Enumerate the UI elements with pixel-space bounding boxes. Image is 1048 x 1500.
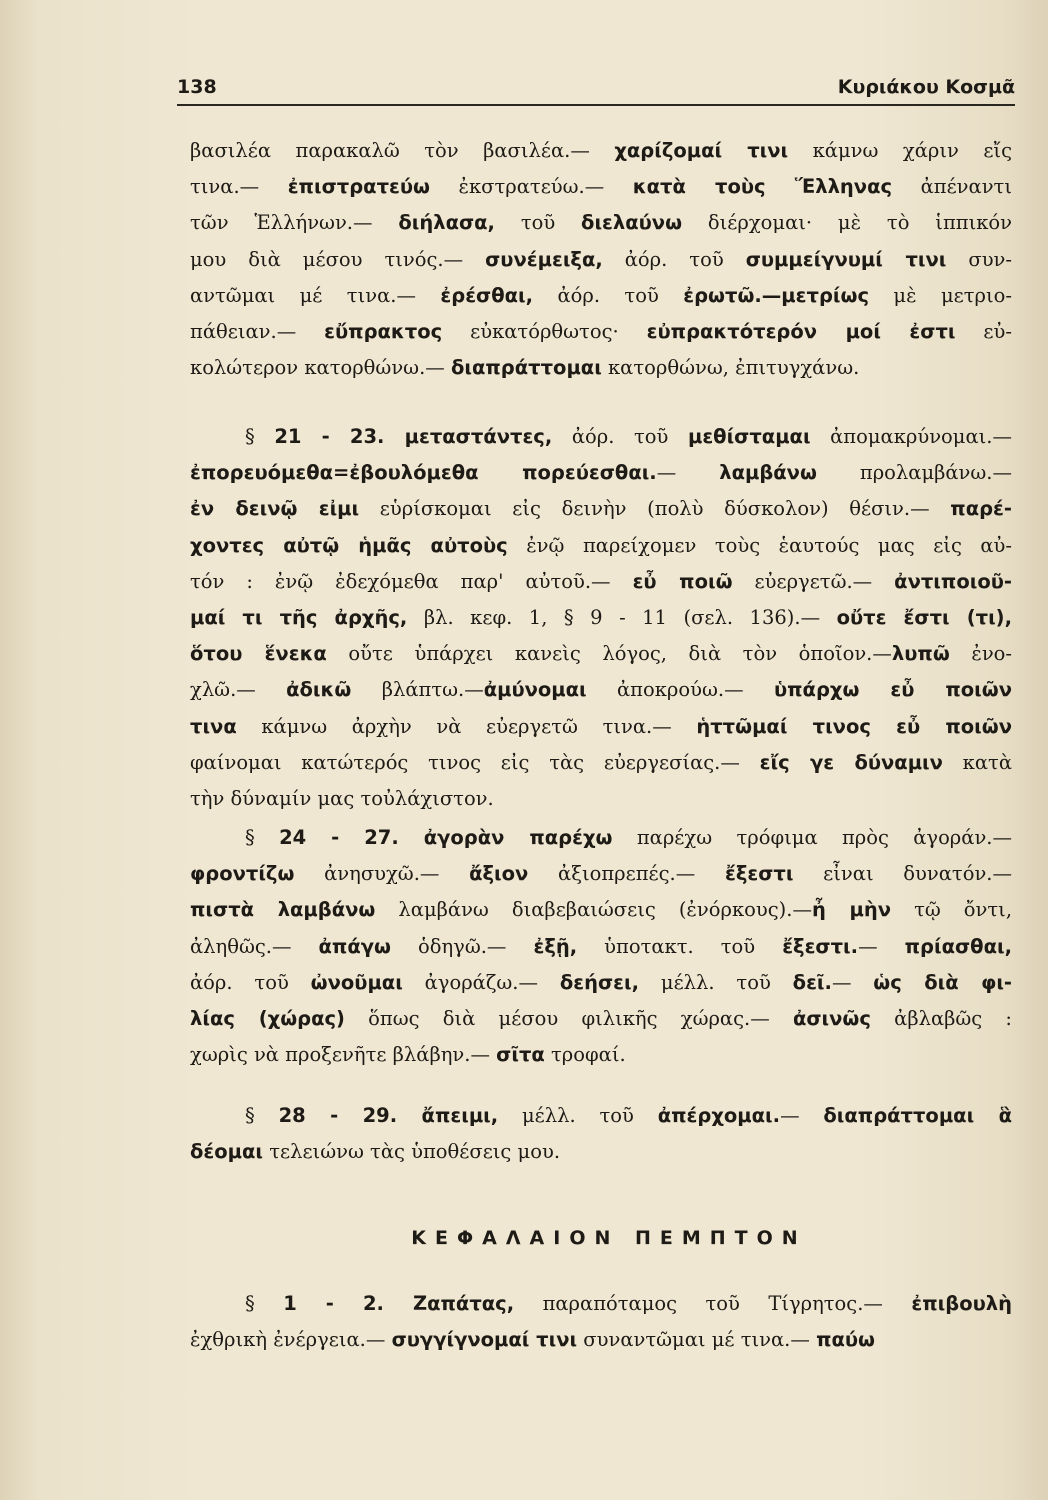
gloss-text: αντῶμαι μέ τινα.— (190, 283, 441, 307)
gloss-text: § (245, 826, 280, 849)
chapter-title: ΚΕΦΑΛΑΙΟΝ ΠΕΜΠΤΟΝ (411, 1227, 807, 1249)
gloss-text: μέλλ. τοῦ (639, 970, 793, 994)
text-line (190, 781, 1012, 817)
headword: ὡς διὰ φι- (873, 970, 1013, 994)
gloss-text: τελειώνω τὰς ὑποθέσεις μου. (263, 1140, 561, 1164)
text-line (190, 820, 1012, 856)
gloss-text: ἐχθρικὴ ἐνέργεια.— (190, 1328, 392, 1352)
text-line (190, 1098, 1012, 1134)
text-line (190, 1322, 1012, 1358)
gloss-text: ὅπως διὰ μέσου φιλικῆς χώρας.— (344, 1007, 793, 1031)
gloss-text: μου διὰ μέσου τινός.— (190, 247, 486, 271)
headword: πρίασθαι, (904, 934, 1012, 958)
text-line (190, 709, 1012, 745)
text-line (190, 491, 1012, 527)
headword: μεθίσταμαι (687, 425, 811, 448)
headword: συμμείγνυμί τινι (745, 247, 947, 271)
headword: ἐρέσθαι, (440, 283, 534, 307)
gloss-text: ἀόρ. τοῦ (552, 425, 688, 448)
text-line (190, 929, 1012, 965)
glossary-paragraph-2 (190, 419, 1012, 817)
headword: ἀμύνομαι (483, 678, 587, 702)
headword: δέομαι (190, 1140, 263, 1164)
text-line (190, 600, 1012, 636)
headword: λαμβάνω (719, 461, 817, 485)
gloss-text: ὁδηγῶ.— (390, 934, 534, 958)
headword: ὠνοῦμαι (310, 970, 403, 994)
gloss-text: πάθειαν.— (190, 320, 325, 344)
headword: ἀντιποιοῦ- (894, 569, 1012, 593)
headword: τινα (190, 714, 237, 738)
headword: διήλασα, (398, 211, 495, 235)
gloss-text: — (656, 461, 720, 485)
gloss-text: συναντῶμαι μέ τινα.— (577, 1328, 817, 1352)
gloss-text: τὴν δύναμίν μας τοὐλάχιστον. (190, 787, 494, 811)
headword: δεῖ. (792, 970, 832, 994)
headword: δεήσει, (559, 970, 640, 994)
text-line (190, 1134, 1012, 1170)
gloss-text: ἀξιοπρεπές.— (528, 862, 725, 886)
text-line (190, 169, 1012, 205)
gloss-text: ἀποκρούω.— (586, 678, 774, 702)
gloss-text: εἶναι δυνατόν.— (793, 862, 1012, 886)
text-line (190, 1001, 1012, 1037)
gloss-text: ἀόρ. τοῦ (602, 247, 746, 271)
headword: ἀπάγω (318, 934, 391, 958)
text-line (190, 636, 1012, 672)
gloss-text: παρέχω τρόφιμα πρὸς ἀγοράν.— (612, 826, 1012, 849)
text-line (190, 528, 1012, 564)
text-line (190, 965, 1012, 1001)
text-line (190, 133, 1012, 169)
headword: πιστὰ λαμβάνω (190, 898, 376, 922)
glossary-paragraph-1 (190, 133, 1012, 386)
text-line (190, 314, 1012, 350)
text-line (190, 1286, 1012, 1322)
gloss-text: — (858, 934, 905, 958)
gloss-text: τοῦ (494, 211, 582, 235)
headword: διαπράττομαι ἃ (823, 1104, 1012, 1127)
text-line (190, 856, 1012, 892)
headword: παρέ- (950, 497, 1012, 521)
page-number: 138 (177, 76, 217, 98)
headword: σῖτα (496, 1043, 545, 1067)
gloss-text: ἀβλαβῶς : (870, 1007, 1013, 1031)
headword: εὖ ποιῶ (632, 569, 733, 593)
gloss-text: § (245, 1292, 284, 1315)
headword: λίας (χώρας) (190, 1007, 345, 1031)
gloss-text: κάμνω χάριν εἴς (788, 139, 1012, 162)
headword: διελαύνω (581, 211, 683, 235)
glossary-paragraph-4 (190, 1098, 1012, 1170)
gloss-text: διέρχομαι· μὲ τὸ ἱππικόν (682, 211, 1012, 235)
headword: συνέμειξα, (485, 247, 603, 271)
gloss-text: βλ. κεφ. 1, § 9 - 11 (σελ. 136).— (407, 606, 837, 630)
headword: ὑπάρχω εὖ ποιῶν (773, 678, 1013, 702)
gloss-text: οὔτε ὑπάρχει κανεὶς λόγος, διὰ τὸν ὁποῖον.— (326, 642, 892, 666)
headword: μαί τι τῆς ἀρχῆς, (190, 606, 408, 630)
headword: ἐπιβουλὴ (911, 1292, 1012, 1315)
gloss-text: κολώτερον κατορθώνω.— (190, 356, 451, 380)
gloss-text: μέλλ. τοῦ (498, 1104, 658, 1127)
headword: ἦ μὴν (811, 898, 892, 922)
running-head: Κυριάκου Κοσμᾶ (837, 76, 1015, 98)
page-header (177, 74, 1015, 106)
headword: ἔξεστι (724, 862, 794, 886)
headword: παύω (816, 1328, 876, 1352)
gloss-text: φαίνομαι κατώτερός τινος εἰς τὰς εὐεργεσίας.— (190, 750, 760, 774)
gloss-text: εὐεργετῶ.— (732, 569, 895, 593)
headword: ὅτου ἕνεκα (190, 642, 327, 666)
headword: ἄξιον (469, 862, 529, 886)
gloss-text: ἀόρ. τοῦ (533, 283, 684, 307)
gloss-text: συν- (946, 247, 1012, 271)
gloss-text: εὐ- (955, 320, 1012, 344)
headword: διαπράττομαι (450, 356, 602, 380)
gloss-text: τῶν Ἑλλήνων.— (190, 211, 399, 235)
gloss-text: § (245, 425, 275, 448)
text-line (190, 419, 1012, 455)
headword: ἀσινῶς (792, 1007, 871, 1031)
glossary-paragraph-5 (190, 1286, 1012, 1358)
gloss-text: κατὰ (942, 750, 1012, 774)
gloss-text: § (245, 1104, 279, 1127)
headword: ἐν δεινῷ εἰμι (190, 497, 360, 521)
glossary-paragraph-3 (190, 820, 1012, 1073)
gloss-text: βασιλέα παρακαλῶ τὸν βασιλέα.— (190, 139, 615, 162)
gloss-text: ἀνησυχῶ.— (294, 862, 470, 886)
gloss-text: ἀπέναντι (892, 175, 1012, 199)
headword: ἐξῇ, (533, 934, 578, 958)
headword: εὔπρακτος (324, 320, 443, 344)
gloss-text: εὑρίσκομαι εἰς δεινὴν (πολὺ δύσκολον) θέσιν.— (359, 497, 951, 521)
gloss-text: προλαμβάνω.— (816, 461, 1013, 485)
gloss-text: ἀόρ. τοῦ (190, 970, 311, 994)
gloss-text: ἀληθῶς.— (190, 934, 319, 958)
text-line (190, 455, 1012, 491)
gloss-text: λαμβάνω διαβεβαιώσεις (ἐνόρκους).— (375, 898, 812, 922)
gloss-text: τόν : ἐνῷ ἐδεχόμεθα παρ' αὐτοῦ.— (190, 569, 633, 593)
headword: ἐπιστρατεύω (287, 175, 430, 199)
headword: οὔτε ἔστι (τι), (836, 606, 1012, 630)
headword: 1 - 2. Ζαπάτας, (283, 1292, 515, 1315)
text-line (190, 205, 1012, 241)
text-line (190, 1037, 1012, 1073)
headword: λυπῶ (891, 642, 950, 666)
headword: ἐρωτῶ.—μετρίως (683, 283, 870, 307)
text-line (190, 564, 1012, 600)
gloss-text: τινα.— (190, 175, 288, 199)
headword: 28 - 29. ἄπειμι, (278, 1104, 499, 1127)
gloss-text: ἐνο- (949, 642, 1013, 666)
headword: κατὰ τοὺς Ἕλληνας (632, 175, 893, 199)
headword: φροντίζω (190, 862, 295, 886)
gloss-text: ἐνῷ παρείχομεν τοὺς ἑαυτούς μας εἰς αὐ- (507, 533, 1012, 557)
text-line (190, 278, 1012, 314)
gloss-text: χωρὶς νὰ προξενῆτε βλάβην.— (190, 1043, 497, 1067)
gloss-text: — (831, 970, 874, 994)
gloss-text: ἀγοράζω.— (402, 970, 560, 994)
gloss-text: εὐκατόρθωτος· (442, 320, 647, 344)
headword: ἐπορευόμεθα=ἐβουλόμεθα πορεύεσθαι. (190, 461, 657, 485)
gloss-text: τροφαί. (544, 1043, 626, 1067)
gloss-text: — (780, 1104, 824, 1127)
gloss-text: χλῶ.— (190, 678, 287, 702)
text-line (190, 672, 1012, 708)
headword: ἀδικῶ (286, 678, 352, 702)
gloss-text: μὲ μετριο- (869, 283, 1012, 307)
gloss-text: κατορθώνω, ἐπιτυγχάνω. (601, 356, 860, 380)
text-line (190, 892, 1012, 928)
headword: εἴς γε δύναμιν (759, 750, 943, 774)
headword: χαρίζομαί τινι (614, 139, 789, 162)
headword: χοντες αὐτῷ ἡμᾶς αὐτοὺς (190, 533, 508, 557)
headword: ἔξεστι. (782, 934, 859, 958)
headword: εὐπρακτότερόν μοί ἐστι (646, 320, 956, 344)
headword: 24 - 27. ἀγορὰν παρέχω (279, 826, 613, 849)
text-line (190, 242, 1012, 278)
gloss-text: ἐκστρατεύω.— (429, 175, 633, 199)
headword: ἡττῶμαί τινος εὖ ποιῶν (696, 714, 1012, 738)
gloss-text: ἀπομακρύνομαι.— (810, 425, 1012, 448)
gloss-text: παραπόταμος τοῦ Τίγρητος.— (514, 1292, 912, 1315)
gloss-text: κάμνω ἀρχὴν νὰ εὐεργετῶ τινα.— (236, 714, 697, 738)
text-line (190, 350, 1012, 386)
text-line (190, 745, 1012, 781)
headword: ἀπέρχομαι. (657, 1104, 781, 1127)
headword: 21 - 23. μεταστάντες, (274, 425, 553, 448)
gloss-text: τῷ ὄντι, (891, 898, 1013, 922)
gloss-text: ὑποτακτ. τοῦ (577, 934, 783, 958)
headword: συγγίγνομαί τινι (391, 1328, 578, 1352)
gloss-text: βλάπτω.— (351, 678, 484, 702)
